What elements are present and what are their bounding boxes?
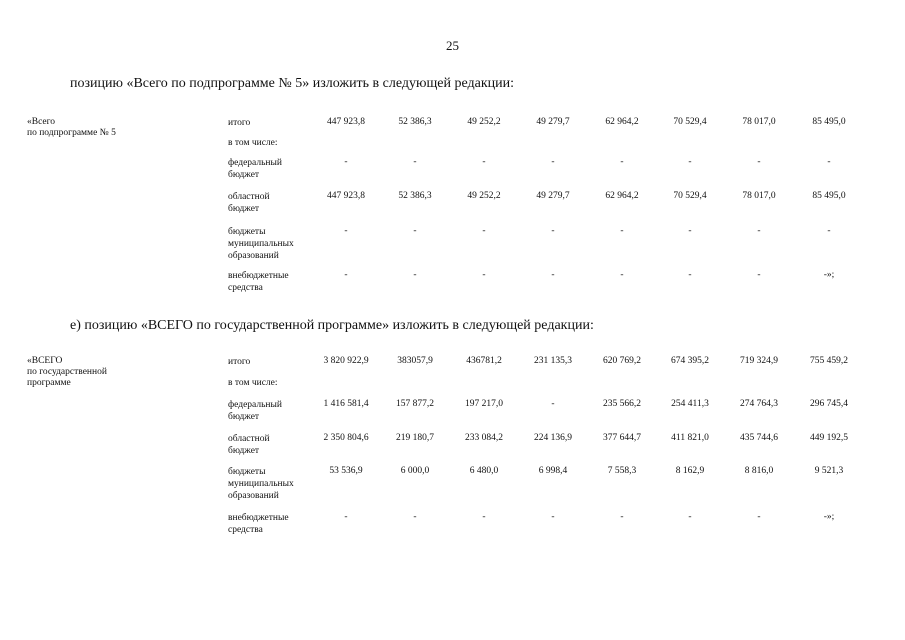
table-cell: 447 923,8 (327, 191, 365, 201)
table-cell: 62 964,2 (605, 117, 639, 127)
table-cell: 49 279,7 (536, 117, 570, 127)
instruction-subprogram-5: позицию «Всего по подпрограмме № 5» изложить в следующей редакции: (70, 76, 515, 91)
table-cell: 52 386,3 (398, 117, 432, 127)
state-program-title: «ВСЕГО по государственной программе (27, 356, 107, 388)
table-cell: 449 192,5 (810, 433, 848, 443)
page-number: 25 (446, 38, 459, 53)
table-cell: 7 558,3 (607, 466, 637, 476)
table-cell: 447 923,8 (327, 117, 365, 127)
table-cell: 78 017,0 (742, 191, 776, 201)
table-cell: - (757, 157, 761, 167)
table-cell: 674 395,2 (671, 356, 709, 366)
table-cell: 235 566,2 (603, 399, 641, 409)
table-cell: - (413, 512, 417, 522)
table-cell: 6 480,0 (469, 466, 499, 476)
table-cell: - (551, 512, 555, 522)
table-cell: 755 459,2 (810, 356, 848, 366)
table-cell: - (688, 226, 692, 236)
row-label: областной бюджет (228, 434, 270, 456)
table-cell: 49 252,2 (467, 117, 501, 127)
table-cell: 70 529,4 (673, 191, 707, 201)
table-cell: 85 495,0 (812, 117, 846, 127)
table-cell: 197 217,0 (465, 399, 503, 409)
row-label: в том числе: (228, 138, 278, 148)
table-cell: 411 821,0 (671, 433, 709, 443)
table-cell: 2 350 804,6 (323, 433, 369, 443)
table-cell: 296 745,4 (810, 399, 848, 409)
table-cell: -»; (823, 512, 835, 522)
table-cell: 719 324,9 (740, 356, 778, 366)
table-cell: 52 386,3 (398, 191, 432, 201)
subprogram-5-title: «Всего по подпрограмме № 5 (27, 117, 116, 138)
table-cell: - (482, 512, 486, 522)
row-label: федеральный бюджет (228, 158, 282, 180)
table-cell: - (620, 157, 624, 167)
table-cell: 233 084,2 (465, 433, 503, 443)
table-cell: - (413, 226, 417, 236)
row-label: внебюджетные средства (228, 513, 289, 535)
row-label: итого (228, 357, 251, 367)
table-cell: - (551, 399, 555, 409)
table-cell: - (344, 512, 348, 522)
table-cell: 1 416 581,4 (323, 399, 369, 409)
table-cell: - (413, 270, 417, 280)
table-cell: 231 135,3 (534, 356, 572, 366)
table-cell: - (757, 270, 761, 280)
table-cell: 6 998,4 (538, 466, 568, 476)
row-label: бюджеты муниципальных образований (228, 467, 294, 501)
table-cell: - (827, 157, 831, 167)
table-cell: 85 495,0 (812, 191, 846, 201)
table-cell: 383057,9 (397, 356, 433, 366)
table-cell: 49 279,7 (536, 191, 570, 201)
table-cell: - (551, 270, 555, 280)
table-cell: - (551, 226, 555, 236)
table-cell: 6 000,0 (400, 466, 430, 476)
table-cell: - (413, 157, 417, 167)
table-cell: - (688, 157, 692, 167)
table-cell: - (482, 226, 486, 236)
table-cell: - (482, 157, 486, 167)
table-cell: - (620, 226, 624, 236)
table-cell: 62 964,2 (605, 191, 639, 201)
table-cell: - (757, 226, 761, 236)
table-cell: 377 644,7 (603, 433, 641, 443)
table-cell: - (344, 226, 348, 236)
table-cell: 620 769,2 (603, 356, 641, 366)
table-cell: 8 816,0 (744, 466, 774, 476)
table-cell: - (757, 512, 761, 522)
table-cell: 254 411,3 (671, 399, 709, 409)
table-cell: 224 136,9 (534, 433, 572, 443)
table-cell: - (344, 157, 348, 167)
table-cell: -»; (823, 270, 835, 280)
table-cell: - (688, 512, 692, 522)
row-label: внебюджетные средства (228, 271, 289, 293)
table-cell: - (688, 270, 692, 280)
table-cell: 78 017,0 (742, 117, 776, 127)
row-label: бюджеты муниципальных образований (228, 227, 294, 261)
table-cell: - (551, 157, 555, 167)
table-cell: - (344, 270, 348, 280)
table-cell: 8 162,9 (675, 466, 705, 476)
table-cell: 435 744,6 (740, 433, 778, 443)
table-cell: 219 180,7 (396, 433, 434, 443)
table-cell: - (620, 512, 624, 522)
row-label: итого (228, 118, 251, 128)
table-cell: - (482, 270, 486, 280)
table-cell: 157 877,2 (396, 399, 434, 409)
row-label: в том числе: (228, 378, 278, 388)
table-cell: 3 820 922,9 (323, 356, 369, 366)
row-label: областной бюджет (228, 192, 270, 214)
table-cell: 274 764,3 (740, 399, 778, 409)
row-label: федеральный бюджет (228, 400, 282, 422)
table-cell: - (620, 270, 624, 280)
table-cell: 49 252,2 (467, 191, 501, 201)
table-cell: - (827, 226, 831, 236)
table-cell: 70 529,4 (673, 117, 707, 127)
table-cell: 53 536,9 (329, 466, 363, 476)
instruction-state-program: е) позицию «ВСЕГО по государственной программе» изложить в следующей редакции: (70, 318, 594, 333)
table-cell: 436781,2 (466, 356, 502, 366)
table-cell: 9 521,3 (814, 466, 844, 476)
